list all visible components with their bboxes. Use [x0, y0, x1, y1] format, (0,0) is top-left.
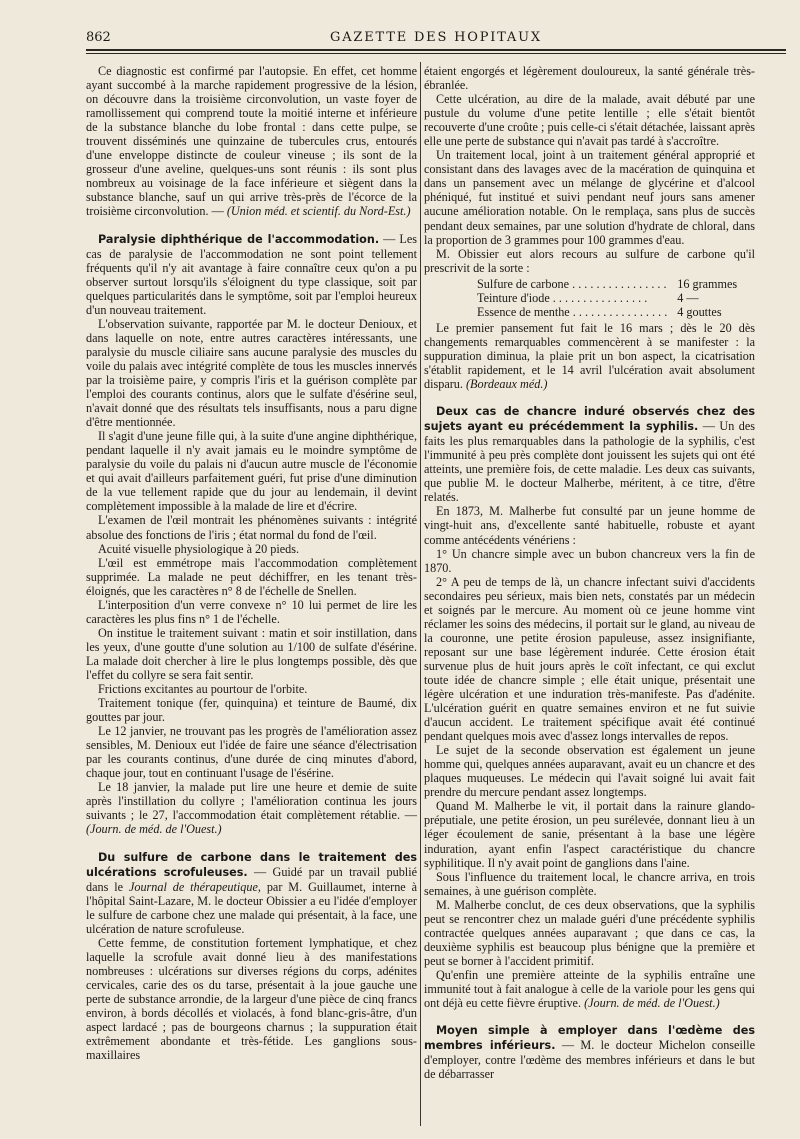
column-divider [420, 62, 421, 1126]
paragraph: Le premier pansement fut fait le 16 mars ; dès le 20 dès changements remarquables commencèrent à se manifester : la suppuration diminua, la plaie prit un bon aspect, la cicatrisation s'établit rapidement, et le 14 avril l'ulcération avait absolument disparu. (Bordeaux méd.) [424, 320, 755, 392]
article-heading: Deux cas de chancre induré observés chez des sujets ayant eu précédemment la syphilis. [424, 405, 755, 434]
paragraph: étaient engorgés et légèrement douloureux, la santé générale très-ébranlée. [424, 64, 755, 93]
paragraph: 1° Un chancre simple avec un bubon chancreux vers la fin de 1870. [424, 546, 755, 575]
article-chancre: Deux cas de chancre induré observés chez des sujets ayant eu précédemment la syphilis. — Un des faits les plus remarquables dans la pathologie de la syphilis, c'est l'immunité à peu près complète dont jouissent les sujets qui ont été atteints, une première fois, de cette maladie. Les deux cas suivants, que publie M. le docteur Malherbe, méritent, à ce titre, d'être relatés. [424, 405, 755, 505]
article-sulfure: Du sulfure de carbone dans le traitement des ulcérations scrofuleuses. — Guidé par un travail publié dans le Journal de thérapeutique, par M. Guillaumet, interne à l'hôpital Saint-Lazare, M. le docteur Obissier a eu l'idée d'employer le sulfure de carbone chez une malade qui présentait, à la face, une ulcération de nature scrofuleuse. [86, 850, 418, 936]
formula-row: Sulfure de carbone . . . 16 grammes [477, 277, 737, 291]
paragraph: Traitement tonique (fer, quinquina) et teinture de Baumé, dix gouttes par jour. [86, 696, 417, 725]
source-citation: (Union méd. et scientif. du Nord-Est.) [226, 204, 411, 219]
article-heading: Paralysie diphthérique de l'accommodation. [98, 232, 380, 246]
paragraph: Frictions excitantes au pourtour de l'orbite. [98, 682, 308, 697]
paragraph: Le 12 janvier, ne trouvant pas les progrès de l'amélioration assez sensibles, M. Denioux eut l'idée de faire une séance d'électrisation par les courants continus, d'une durée de cinq minutes d'abord, chaque jour, tout en continuant l'usage de l'ésérine. [86, 724, 417, 781]
paragraph: Il s'agit d'une jeune fille qui, à la suite d'une angine diphthérique, pendant laquelle il n'y avait jamais eu le moindre symptôme de paralysie du voile du palais ni d'aucun autre muscle de l'économie et qui avait d'ailleurs parfaitement guéri, fut prise d'une diminution de la vue tellement rapide que du jour au lendemain, il devint complètement impossible à la malade de lire et d'écrire. [86, 429, 417, 514]
formula-row: Teinture d'iode . . . 4 — [477, 291, 737, 305]
paragraph: L'interposition d'un verre convexe n° 10 lui permet de lire les caractères les plus fins n° 1 de l'échelle. [86, 597, 417, 626]
left-column [86, 64, 417, 1062]
source-citation: (Journ. de méd. de l'Ouest.) [86, 822, 222, 837]
paragraph: En 1873, M. Malherbe fut consulté par un jeune homme de vingt-huit ans, d'excellente santé habituelle, robuste et ayant comme antécédents vénériens : [424, 504, 755, 547]
paragraph: Qu'enfin une première atteinte de la syphilis entraîne une immunité tout à fait analogue à celle de la variole pour les gens qui ont déjà eu cette fièvre éruptive. (Journ. de méd. de l'Ouest.) [424, 967, 755, 1011]
header-rule-thick [86, 49, 786, 51]
source-citation: (Journ. de méd. de l'Ouest.) [584, 996, 720, 1011]
right-column [424, 64, 755, 1081]
paragraph: M. Obissier eut alors recours au sulfure de carbone qu'il prescrivit de la sorte : [424, 246, 755, 275]
article-heading: Moyen simple à employer dans l'œdème des membres inférieurs. [424, 1024, 755, 1053]
article-paralysie: Paralysie diphthérique de l'accommodation. — Les cas de paralysie de l'accommodation ne sont point tellement fréquents qu'il n'y ait avantage à faire connaître ceux qu'on a pu observer surtout lorsqu'ils s'éloignent du type classique, soit par quelques particularités dans le symptôme, soit par l'emploi heureux d'un nouveau traitement. [86, 231, 417, 317]
prescription-formula [477, 277, 737, 319]
paragraph: M. Malherbe conclut, de ces deux observations, que la syphilis peut se rencontrer chez un malade guéri d'une précédente syphilis contractée quelques années auparavant ; que dans ce cas, la deuxième syphilis est beaucoup plus bénigne que la première et peut se borner à l'accident primitif. [424, 897, 755, 968]
paragraph: Un traitement local, joint à un traitement général approprié et consistant dans des lavages avec de la macération de quinquina et dans un pansement avec un mélange de glycérine et d'alcool phéniqué, fut institué et suivi pendant neuf jours sans amener aucune amélioration notable. On le remplaça, sans plus de succès pendant deux semaines, par une solution d'hydrate de chloral, dans la proportion de 3 grammes pour 100 grammes d'eau. [424, 148, 755, 247]
paragraph: Le 18 janvier, la malade put lire une heure et demie de suite après l'instillation du collyre ; l'amélioration continua les jours suivants ; le 27, l'accommodation était complètement rétablie. — (Journ. de méd. de l'Ouest.) [86, 780, 417, 837]
paragraph: L'œil est emmétrope mais l'accommodation complètement supprimée. La malade ne peut déchiffrer, en les tenant très-éloignés, que les caractères n° 8 de l'échelle de Snellen. [86, 555, 417, 598]
paragraph: 2° A peu de temps de là, un chancre infectant suivi d'accidents secondaires peu sérieux, mais bien nets, constatés par un médecin et soignés par le mercure. Au moment où ce jeune homme vint réclamer les soins des médecins, il portait sur le gland, au niveau de la couronne, une petite érosion papuleuse, assez insignifiante, reposant sur une base légèrement indurée. Cette érosion était survenue plus de huit jours après le coït infectant, ce qui exclut toute idée de chancre simple ; elle était unique, présentait une légère ulcération et une induration très-manifeste. Pas d'adénite. L'ulcération guérit en quatre semaines environ et ne fut suivie d'aucun accident. Le traitement spécifique avait été continué pendant quelques mois avec d'assez longs intervalles de repos. [424, 574, 755, 744]
paragraph: L'examen de l'œil montrait les phénomènes suivants : intégrité absolue des fonctions de l'iris ; état normal du fond de l'œil. [86, 513, 417, 542]
running-title: GAZETTE DES HOPITAUX [330, 30, 542, 45]
paragraph: Sous l'influence du traitement local, le chancre arriva, en trois semaines, à une guérison complète. [424, 869, 755, 898]
paragraph: Ce diagnostic est confirmé par l'autopsie. En effet, cet homme ayant succombé à la marche rapidement progressive de la lésion, on découvre dans la troisième circonvolution, un vaste foyer de ramollissement qui comprend toute la moitié interne et inférieure de la substance blanche du lobe frontal : dans cette pulpe, se trouvent disséminés une quinzaine de tubercules crus, entourés d'une enveloppe distincte de couleur vineuse ; ils sont de la grosseur d'une aveline, quelques-uns sont réunis : ils sont plus nombreux au voisinage de la face inférieure et siègent dans la substance blanche, sauf un qui arrive très-près de l'écorce de la troisième circonvolution. — (Union méd. et scientif. du Nord-Est.) [86, 64, 417, 219]
header-rule-thin [86, 53, 786, 54]
source-citation: (Bordeaux méd.) [465, 377, 548, 392]
paragraph: On institue le traitement suivant : matin et soir instillation, dans les yeux, d'une goutte d'une solution au 1/100 de sulfate d'ésérine. La malade doit chercher à lire le plus longtemps possible, dès que l'effet du collyre se sera fait sentir. [86, 625, 417, 682]
paragraph: Cette femme, de constitution fortement lymphatique, et chez laquelle la scrofule avait donné lieu à des manifestations nombreuses : ulcérations sur diverses régions du corps, adénites cervicales, carie des os du tarse, présentait à la joue gauche une perte de substance arrondie, de la largeur d'une pièce de cinq francs environ, à bords décollés et violacés, à fond blanc-gris-âtre, d'un aspect lardacé ; pas de bourgeons charnus ; la suppuration était extrêmement abondante et très-fétide. Les ganglions sous-maxillaires [86, 935, 417, 1063]
article-heading: Du sulfure de carbone dans le traitement des ulcérations scrofuleuses. [86, 850, 417, 879]
formula-row: Essence de menthe . . . 4 gouttes [477, 305, 737, 319]
paragraph: L'observation suivante, rapportée par M. le docteur Denioux, et dans laquelle on note, entre autres caractères intéressants, une paralysie du muscle ciliaire sans aucune paralysie des muscles du voile du palais avec intégrité complète de tous les muscles innervés par la troisième paire, y compris l'iris et la guérison complète par l'emploi des courants continus, alors que le sulfate d'ésérine seul, n'avait donné que des résultats tels insuffisants, nous a paru digne d'être mentionnée. [86, 316, 417, 430]
page-number: 862 [86, 30, 111, 45]
paragraph: Le sujet de la seconde observation est également un jeune homme qui, quelques années auparavant, avait eu un chancre et des plaques muqueuses. Le médecin qui l'avait soigné lui avait fait prendre du mercure pendant assez longtemps. [424, 743, 755, 800]
paragraph: Quand M. Malherbe le vit, il portait dans la rainure glando-préputiale, une petite érosion, un peu surélevée, donnant lieu à un léger écoulement de sanie, présentant à la base une légère induration, ayant enfin l'aspect caractéristique du chancre syphilitique. Il n'y avait point de ganglions dans l'aine. [424, 799, 755, 870]
paragraph: Cette ulcération, au dire de la malade, avait débuté par une pustule du volume d'une petite lentille ; elle s'était bientôt recouverte d'une croûte ; puis celle-ci s'était détachée, laissant après elle une perte de substance qui n'avait pas tardé à s'accroître. [424, 92, 755, 149]
article-oedeme: Moyen simple à employer dans l'œdème des membres inférieurs. — M. le docteur Michelon conseille d'employer, contre l'œdème des membres inférieurs et dans le but de débarrasser [424, 1024, 756, 1082]
paragraph: Acuité visuelle physiologique à 20 pieds. [98, 541, 300, 556]
